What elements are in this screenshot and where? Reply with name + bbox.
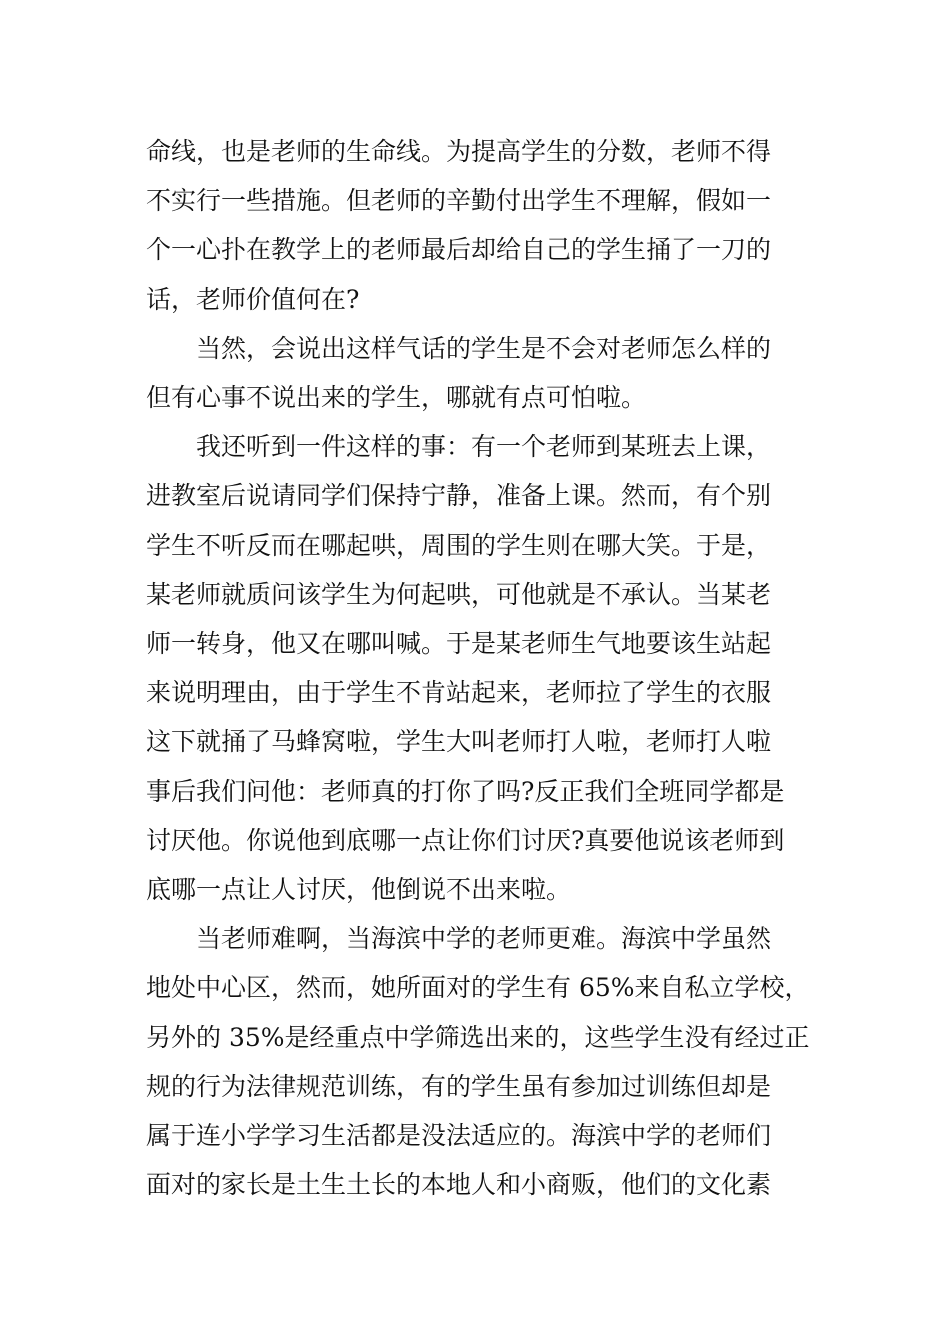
text-line: 学生不听反而在哪起哄，周围的学生则在哪大笑。于是， xyxy=(146,530,772,560)
text-line: 当老师难啊，当海滨中学的老师更难。海滨中学虽然 xyxy=(196,924,772,954)
text-line: 不实行一些措施。但老师的辛勤付出学生不理解，假如一 xyxy=(146,186,772,216)
text-line: 属于连小学学习生活都是没法适应的。海滨中学的老师们 xyxy=(146,1121,772,1151)
paragraph-2 xyxy=(146,324,808,422)
paragraph-3 xyxy=(146,422,808,914)
text-line: 但有心事不说出来的学生，哪就有点可怕啦。 xyxy=(146,383,647,413)
text-line: 地处中心区，然而，她所面对的学生有 65%来自私立学校， xyxy=(146,973,810,1003)
paragraph-4 xyxy=(146,914,808,1209)
text-line: 讨厌他。你说他到底哪一点让你们讨厌?真要他说该老师到 xyxy=(146,825,785,855)
paragraph-1 xyxy=(146,127,808,324)
text-line: 来说明理由，由于学生不肯站起来，老师拉了学生的衣服 xyxy=(146,678,772,708)
text-line: 另外的 35%是经重点中学筛选出来的，这些学生没有经过正 xyxy=(146,1022,810,1052)
text-line: 话，老师价值何在? xyxy=(146,284,360,314)
document-body xyxy=(146,127,808,1209)
text-line: 事后我们问他：老师真的打你了吗?反正我们全班同学都是 xyxy=(146,776,785,806)
text-line: 师一转身，他又在哪叫喊。于是某老师生气地要该生站起 xyxy=(146,629,772,659)
text-line: 底哪一点让人讨厌，他倒说不出来啦。 xyxy=(146,875,572,905)
text-line: 我还听到一件这样的事：有一个老师到某班去上课， xyxy=(196,432,772,462)
text-line: 某老师就质问该学生为何起哄，可他就是不承认。当某老 xyxy=(146,579,772,609)
text-line: 命线，也是老师的生命线。为提高学生的分数，老师不得 xyxy=(146,137,772,166)
text-line: 个一心扑在教学上的老师最后却给自己的学生捅了一刀的 xyxy=(146,235,772,265)
text-line: 面对的家长是土生土长的本地人和小商贩，他们的文化素 xyxy=(146,1170,772,1200)
text-line: 规的行为法律规范训练，有的学生虽有参加过训练但却是 xyxy=(146,1071,772,1101)
text-line: 当然，会说出这样气话的学生是不会对老师怎么样的 xyxy=(196,333,772,363)
text-line: 这下就捅了马蜂窝啦，学生大叫老师打人啦，老师打人啦 xyxy=(146,727,772,757)
text-line: 进教室后说请同学们保持宁静，准备上课。然而，有个别 xyxy=(146,481,772,511)
